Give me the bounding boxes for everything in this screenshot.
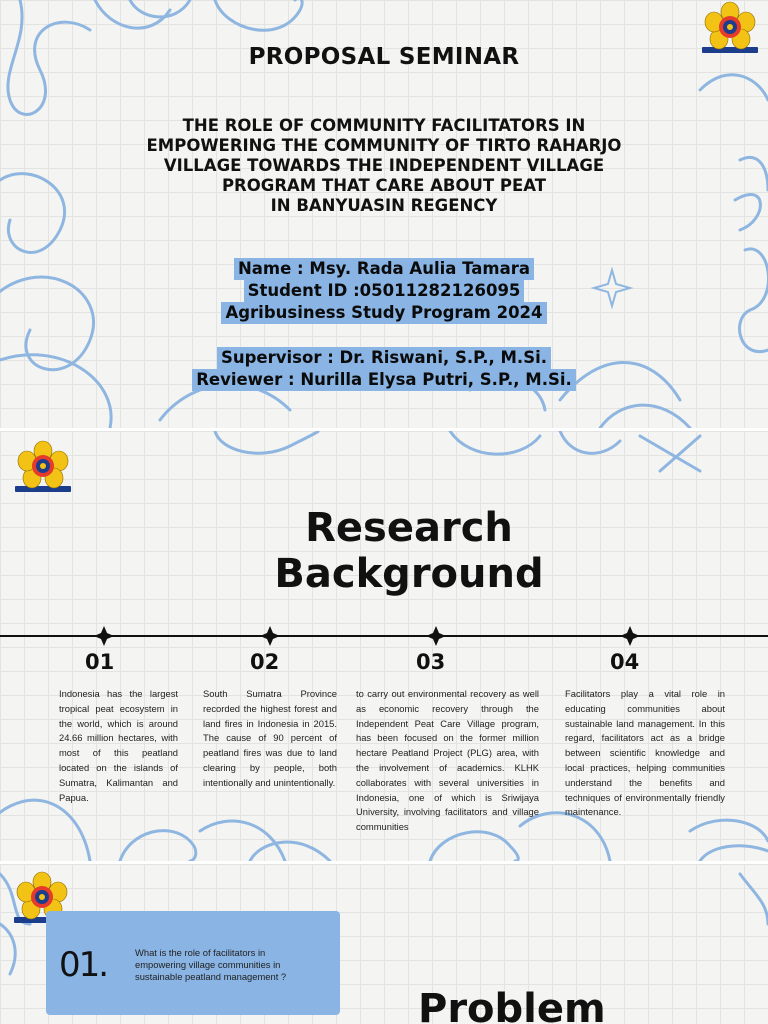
timeline-star-icon (94, 626, 114, 646)
problem-number: 01. (59, 945, 108, 985)
seminar-heading: PROPOSAL SEMINAR (248, 44, 520, 70)
timeline-line (0, 635, 768, 637)
step-description: Indonesia has the largest tropical peat ecosystem in the world, which is around 24.66 million hectares, with most of this peatland located on the islands of Sumatra, Kalimantan and Papua. (59, 688, 178, 803)
university-logo-icon (11, 439, 75, 499)
problem-title: Problem (418, 986, 606, 1024)
title-line: Background (274, 551, 544, 597)
step-description: Facilitators play a vital role in educating communities about sustainable land management. In this regard, facilitators act as a bridge between scientific knowledge and local practices, helping communities understand the benefits and techniques of environmentally friendly maintenance. (565, 688, 725, 818)
title-line: THE ROLE OF COMMUNITY FACILITATORS IN (182, 116, 586, 135)
student-info (0, 258, 768, 324)
research-background-title (0, 505, 768, 597)
title-line: VILLAGE TOWARDS THE INDEPENDENT VILLAGE (163, 156, 605, 175)
title-line: EMPOWERING THE COMMUNITY OF TIRTO RAHARJO (146, 136, 622, 155)
step-number: 03 (416, 650, 446, 674)
reviewer-name: Reviewer : Nurilla Elysa Putri, S.P., M.Si. (192, 369, 576, 391)
step-description: South Sumatra Province recorded the highest forest and land fires in Indonesia in 2015. The cause of 90 percent of peatland fires was due to land clearing by people, both intentionally and unintentionally. (203, 688, 337, 788)
title-slide (0, 0, 768, 428)
timeline-star-icon (620, 626, 640, 646)
step-description: to carry out environmental recovery as well as economic recovery through the Independent Peat Care Village program, has been focused on the former million hectare Peatland Project (PLG) area, with the involvement of academics. KLHK collaborates with several universities in Indonesia, one of which is Sriwijaya University, involving facilitators and village communities (356, 688, 539, 833)
title-line: Research (305, 505, 513, 551)
proposal-title (84, 116, 684, 216)
problem-question: What is the role of facilitators in empowering village communities in sustainable peatland management ? (135, 947, 287, 982)
student-id: Student ID :05011282126095 (244, 280, 525, 302)
step-number: 01 (85, 650, 115, 674)
supervisor-name: Supervisor : Dr. Riswani, S.P., M.Si. (217, 347, 551, 369)
timeline-star-icon (426, 626, 446, 646)
title-line: IN BANYUASIN REGENCY (270, 196, 498, 215)
step-number: 02 (250, 650, 280, 674)
student-name: Name : Msy. Rada Aulia Tamara (234, 258, 534, 280)
advisor-info (0, 347, 768, 391)
title-line: PROGRAM THAT CARE ABOUT PEAT (221, 176, 547, 195)
timeline-star-icon (260, 626, 280, 646)
study-program: Agribusiness Study Program 2024 (221, 302, 546, 324)
step-number: 04 (610, 650, 640, 674)
